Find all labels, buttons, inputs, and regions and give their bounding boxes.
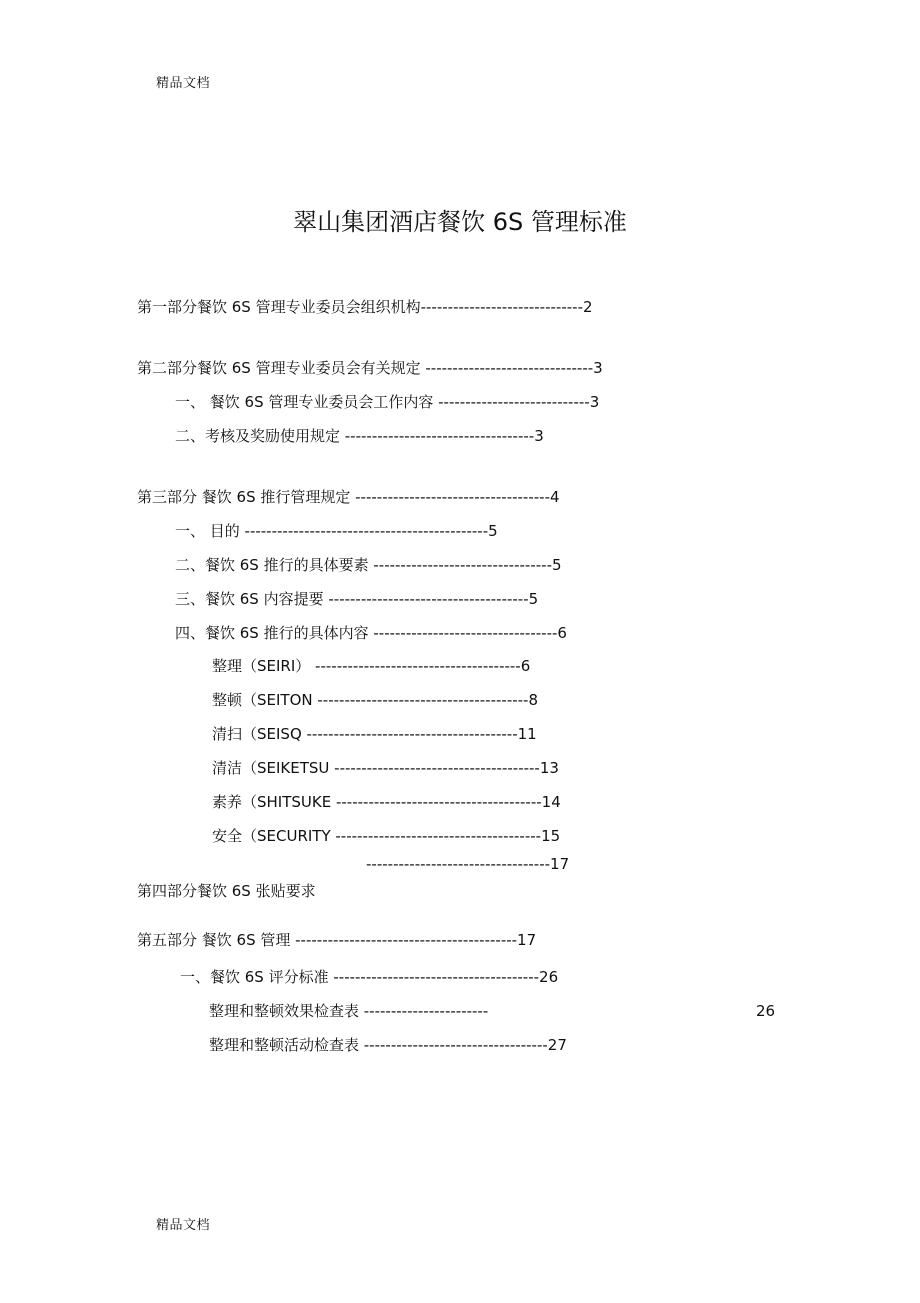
toc-entry-activity-checklist: 整理和整顿活动检查表 ----------------------------------27 — [209, 1036, 567, 1054]
toc-entry-part1: 第一部分餐饮 6S 管理专业委员会组织机构------------------------------2 — [137, 298, 593, 316]
toc-entry-part3-sec2: 二、餐饮 6S 推行的具体要素 ---------------------------------5 — [175, 556, 562, 574]
toc-entry-leader-17: ----------------------------------17 — [366, 855, 570, 873]
document-title: 翠山集团酒店餐饮 6S 管理标准 — [293, 208, 627, 236]
toc-entry-part3-sec1: 一、 目的 ---------------------------------------------5 — [175, 522, 498, 540]
toc-entry-part3-sec4: 四、餐饮 6S 推行的具体内容 ----------------------------------6 — [175, 624, 567, 642]
toc-entry-part2: 第二部分餐饮 6S 管理专业委员会有关规定 -------------------------------3 — [137, 359, 603, 377]
page-header: 精品文档 — [156, 76, 211, 91]
toc-entry-part3-sec3: 三、餐饮 6S 内容提要 -------------------------------------5 — [175, 590, 539, 608]
page-footer: 精品文档 — [156, 1218, 211, 1233]
toc-entry-part5: 第五部分 餐饮 6S 管理 -----------------------------------------17 — [137, 931, 537, 949]
toc-entry-shitsuke: 素养（SHITSUKE --------------------------------------14 — [212, 793, 561, 811]
toc-entry-part4: 第四部分餐饮 6S 张贴要求 — [137, 882, 316, 900]
toc-entry-seiketsu: 清洁（SEIKETSU --------------------------------------13 — [212, 759, 559, 777]
toc-entry-seiri: 整理（SEIRI） --------------------------------------6 — [212, 657, 531, 675]
toc-entry-part2-sec2: 二、考核及奖励使用规定 -----------------------------------3 — [175, 427, 544, 445]
toc-entry-effect-checklist: 整理和整顿效果检查表 ----------------------- — [209, 1002, 489, 1020]
toc-entry-part3: 第三部分 餐饮 6S 推行管理规定 ------------------------------------4 — [137, 488, 560, 506]
toc-entry-security: 安全（SECURITY --------------------------------------15 — [212, 827, 561, 845]
toc-entry-part5-sec1: 一、餐饮 6S 评分标准 --------------------------------------26 — [180, 968, 559, 986]
toc-entry-part2-sec1: 一、 餐饮 6S 管理专业委员会工作内容 ----------------------------3 — [175, 393, 600, 411]
toc-entry-effect-checklist-page: 26 — [756, 1002, 776, 1020]
toc-entry-seiton: 整顿（SEITON ---------------------------------------8 — [212, 691, 539, 709]
toc-entry-seiso: 清扫（SEISQ ---------------------------------------11 — [212, 725, 537, 743]
